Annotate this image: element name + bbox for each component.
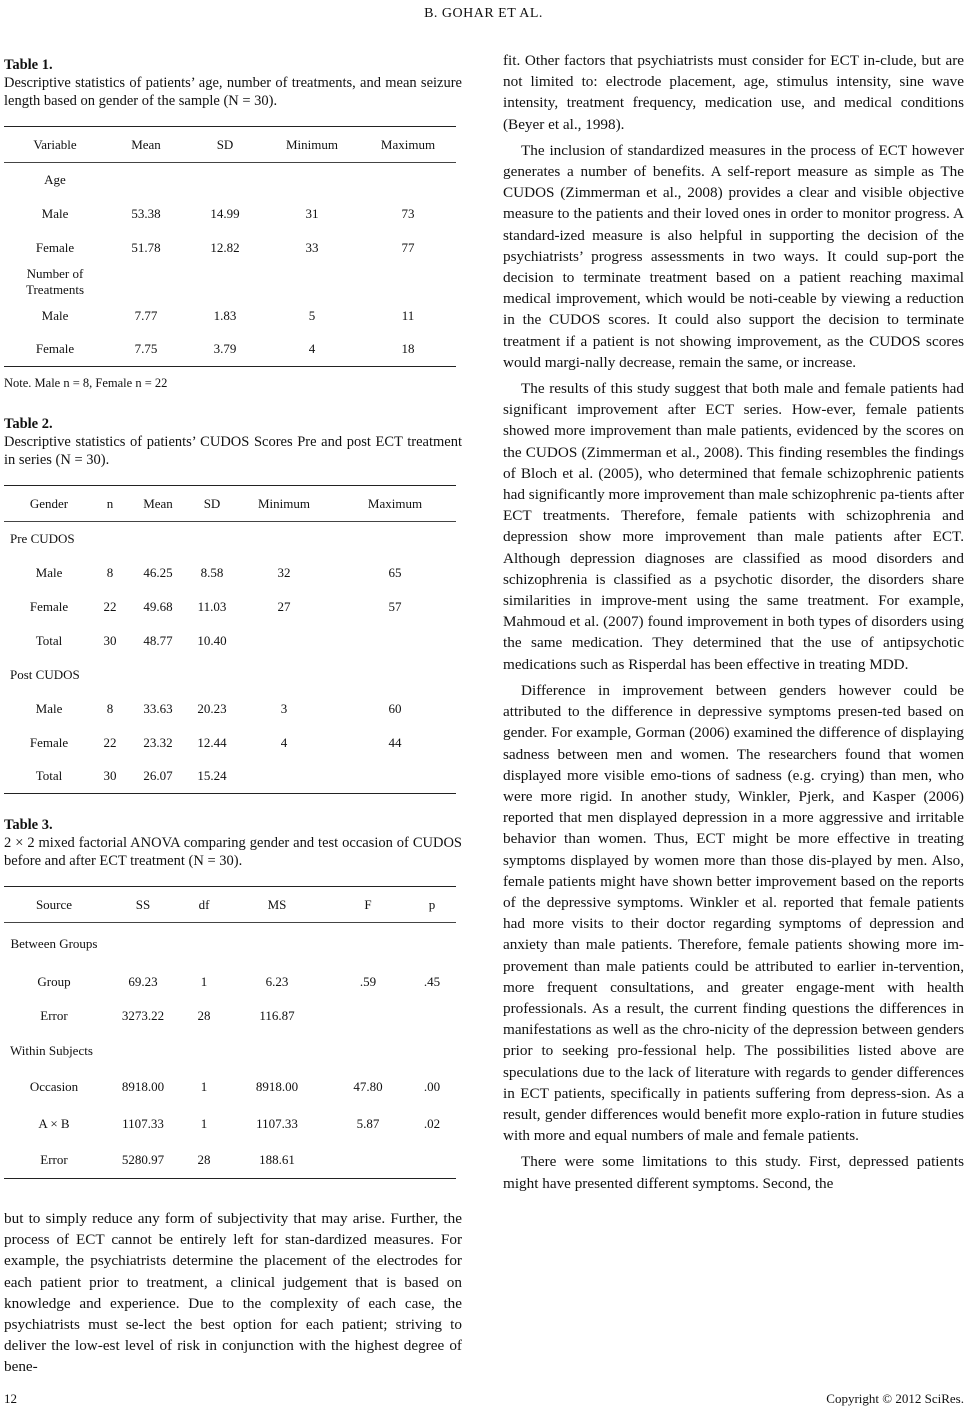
table-cell: 1 [200, 1079, 208, 1095]
table-cell [408, 1033, 456, 1070]
table-cell: 7.75 [106, 333, 186, 367]
table-cell: Group [37, 973, 71, 989]
table-row [4, 197, 456, 231]
running-head: B. GOHAR ET AL. [424, 6, 543, 21]
table-cell [94, 658, 126, 692]
column-header: Maximum [334, 486, 456, 522]
table-cell [334, 624, 456, 658]
table-cell: 73 [401, 205, 415, 221]
column-header: Minimum [234, 486, 334, 522]
table-cell [126, 522, 190, 556]
table-cell [190, 658, 234, 692]
table-cell: 15.24 [190, 760, 234, 794]
table-cell: .59 [359, 973, 377, 989]
table-cell: 26.07 [126, 760, 190, 794]
table-cell: 69.23 [128, 973, 158, 989]
table-cell: 5.87 [356, 1115, 380, 1131]
table-cell [226, 923, 328, 965]
section-label: Number of Treatments [25, 265, 85, 297]
table-row [4, 333, 456, 367]
body-paragraph: fit. Other factors that psychiatrists must consider for ECT in-clude, but are not limited to: electrode placement, age, stimulus intensity, sine wave intensity, treatment frequency, medication use, and medical conditions (Beyer et al., 1998). [503, 52, 964, 133]
table-row [4, 1069, 456, 1106]
table-1-note: Note. Male n = 8, Female n = 22 [4, 376, 168, 390]
table-cell [360, 265, 456, 299]
table-cell [234, 658, 334, 692]
table-3 [4, 816, 462, 1179]
table-cell: 8 [106, 700, 114, 716]
table-cell: 51.78 [131, 239, 161, 255]
table-cell: 28 [182, 1142, 226, 1179]
table-cell: 53.38 [131, 205, 161, 221]
table-1-body [4, 163, 456, 367]
section-label: Age [44, 171, 66, 187]
copyright-notice: Copyright © 2012 SciRes. [826, 1391, 964, 1406]
table-cell: 20.23 [197, 700, 227, 716]
table-cell: 65 [388, 564, 402, 580]
table-cell [234, 760, 334, 794]
table-row [4, 299, 456, 333]
section-label: Between Groups [10, 935, 98, 951]
table-cell: 6.23 [265, 973, 289, 989]
table-cell: Female [29, 734, 69, 750]
table-cell: 4 [264, 333, 360, 367]
table-cell [408, 923, 456, 965]
column-header: Variable [4, 127, 106, 163]
table-1-caption: Descriptive statistics of patients’ age, number of treatments, and mean seizure length based on gender of the sample (N = 30). [4, 75, 462, 109]
table-cell [186, 163, 264, 197]
table-row [4, 522, 456, 556]
body-paragraph: The inclusion of standardized measures in the process of ECT however generates a number of benefits. A self-report measure as simple as The CUDOS (Zimmerman et al., 2008) provides a clear and visible objective measure to the patients and their loved ones in order to monitor progress. A standard-ized measure is also helpful in supporting the decision of the psychiatrists’ progress assessments in two ways. It could sup-port the decision to terminate treatment based on a patient reaching maximal medical improvement, which would be noti-ceable by viewing a reduction in the CUDOS scores. It could also support the decision to terminate treatment if a patient is not showing improvement, as the CUDOS scores would margi-nally decrease, remain the same, or increase. [503, 141, 964, 371]
table-cell: 12.44 [197, 734, 227, 750]
table-cell: Occasion [29, 1079, 79, 1095]
table-1-grid [4, 126, 456, 367]
table-row [4, 923, 456, 965]
table-1-header-row [4, 127, 456, 163]
table-cell: 3 [280, 700, 288, 716]
table-cell: 77 [401, 239, 415, 255]
column-header: Maximum [360, 127, 456, 163]
column-header: Gender [4, 486, 94, 522]
table-cell: 14.99 [210, 205, 240, 221]
table-cell: 8918.00 [121, 1079, 165, 1095]
table-row [4, 163, 456, 197]
table-cell: 188.61 [226, 1142, 328, 1179]
table-2-caption: Descriptive statistics of patients’ CUDOS Scores Pre and post ECT treatment in series (N = 30). [4, 434, 462, 468]
table-row [4, 265, 456, 299]
table-cell: 28 [197, 1007, 211, 1023]
column-header: F [328, 887, 408, 923]
table-cell: 12.82 [210, 239, 240, 255]
table-cell: 11.03 [197, 598, 227, 614]
table-cell: Male [41, 307, 69, 323]
table-cell: 4 [280, 734, 288, 750]
table-row [4, 1106, 456, 1143]
table-cell [328, 1142, 408, 1179]
column-header: MS [226, 887, 328, 923]
table-cell: 33 [305, 239, 319, 255]
table-row [4, 658, 456, 692]
table-cell [408, 1142, 456, 1179]
table-2-grid [4, 485, 456, 794]
table-cell [408, 999, 456, 1033]
table-cell: 30 [103, 632, 117, 648]
table-cell [226, 1033, 328, 1070]
table-cell [182, 1033, 226, 1070]
table-cell [104, 923, 182, 965]
column-header: Mean [126, 486, 190, 522]
table-cell: 60 [388, 700, 402, 716]
table-cell [360, 163, 456, 197]
table-row [4, 1142, 456, 1179]
table-1-title: Table 1. [4, 57, 53, 73]
table-cell: 18 [360, 333, 456, 367]
table-cell [186, 265, 264, 299]
table-cell: .02 [423, 1115, 441, 1131]
table-cell: 1 [200, 1115, 208, 1131]
table-row [4, 556, 456, 590]
table-cell: 48.77 [143, 632, 173, 648]
table-row [4, 590, 456, 624]
left-paragraph: but to simply reduce any form of subjectivity that may arise. Further, the process of ECT cannot be entirely left for stan-dardized measures. For example, the psychiatrists determine the placement of the electrodes for each patient prior to treatment, a clinical judgement that is based on knowledge and experience. Due to the complexity of each case, the psychiatrists must se-lect the best option for each patient; striving to deliver the low-est level of risk in conjunction with the highest degree of bene- [4, 1210, 462, 1376]
section-label: Pre CUDOS [10, 530, 75, 546]
table-cell: 27 [277, 598, 291, 614]
table-cell [264, 163, 360, 197]
table-2-header-row [4, 486, 456, 522]
body-paragraph: There were some limitations to this study. First, depressed patients might have presented different symptoms. Second, the [503, 1153, 964, 1192]
table-row [4, 231, 456, 265]
table-cell: 3.79 [186, 333, 264, 367]
table-cell: 7.77 [134, 307, 158, 323]
table-cell [106, 265, 186, 299]
table-cell [264, 265, 360, 299]
table-cell [182, 923, 226, 965]
table-3-title: Table 3. [4, 817, 53, 833]
table-cell: 57 [388, 598, 402, 614]
table-cell [94, 522, 126, 556]
table-cell: .00 [423, 1079, 441, 1095]
table-cell: 30 [94, 760, 126, 794]
table-2-body [4, 522, 456, 794]
table-cell: 31 [305, 205, 319, 221]
column-header: SS [104, 887, 182, 923]
table-cell: 8 [106, 564, 114, 580]
table-cell [334, 760, 456, 794]
table-2 [4, 415, 462, 794]
table-cell: Female [4, 333, 106, 367]
column-header: n [94, 486, 126, 522]
column-header: df [182, 887, 226, 923]
table-row [4, 965, 456, 999]
table-cell: Female [29, 598, 69, 614]
section-label: Post CUDOS [10, 666, 80, 682]
table-cell [234, 624, 334, 658]
table-3-header-row [4, 887, 456, 923]
table-cell: 1 [200, 973, 208, 989]
table-cell [334, 522, 456, 556]
right-column [503, 50, 964, 1199]
table-cell: 11 [401, 307, 415, 323]
table-cell: 116.87 [259, 1007, 295, 1023]
body-paragraph: Difference in improvement between genders however could be attributed to the difference in depressive symptoms presen-ted based on gender. For example, Gorman (2006) examined the difference of displaying sadness between men and women. The researchers found that women displayed more visible emo-tions of sadness (e.g. crying) than men, who were more rigid. In another study, Winkler, Pjerk, and Kasper (2006) reported that men displayed depression in a more aggressive and irritable behavior than women. Thus, ECT might be more effective in treating symptoms displayed by women more than those dis-played by men. Also, female patients might have shown better improvement based on the reports of the depressive symptoms. Winkler et al. reported that female patients had more visits to their doctor regarding symptoms of depression and anxiety than male patients. Therefore, female patients showing more im-provement than male patients could be attributed to earlier in-tervention, more frequent consultations, and greater engage-ment with health professionals. As a result, the current finding questions the differences in manifestations as well as the chro-nicity of the depression between genders prior to seeking pro-fessional help. The possibilities listed above are speculations due to the lack of literature with regards to gender differences in ECT patients, specifically in patients suffering from depress-sion. As a result, gender differences would benefit more explo-ration in future studies with more and equal numbers of male and female patients. [503, 681, 964, 1145]
section-label: Within Subjects [10, 1042, 93, 1058]
table-cell: 23.32 [143, 734, 173, 750]
table-cell [328, 1033, 408, 1070]
table-row [4, 1033, 456, 1070]
table-cell: Error [40, 1007, 68, 1023]
table-cell: 8918.00 [255, 1079, 299, 1095]
table-3-grid [4, 886, 456, 1179]
table-cell: 8.58 [200, 564, 224, 580]
table-cell: Error [4, 1142, 104, 1179]
column-header: Minimum [264, 127, 360, 163]
table-cell: 32 [277, 564, 291, 580]
table-1 [4, 56, 462, 391]
table-row [4, 726, 456, 760]
body-paragraph: The results of this study suggest that both male and female patients had significant improvement after ECT series. How-ever, female patients showed more improvement than male patients, evidenced by the scores on the CUDOS (Zimmerman et al., 2008). This finding resembles the findings of Bloch et al. (2005), who determined that female schizophrenic patients had significantly more improvement than male schizophrenic pa-tients after ECT treatments. Therefore, female patients with schizophrenia and depression show more improvement than male patients after ECT. Although depression diagnoses are classified as mood disorders and schizophrenia is classified as a psychotic disorder, the disorders share similarities in improve-ment using the same treatment. For example, Mahmoud et al. (2007) found improvement in both types of disorders using the same medication. They determined that the use of antipsychotic medications such as Risperdal has been effective in treating MDD. [503, 380, 964, 673]
table-row [4, 760, 456, 794]
table-cell: Male [41, 205, 69, 221]
page-number: 12 [4, 1391, 17, 1406]
table-cell: 1107.33 [122, 1115, 164, 1131]
column-header: Source [4, 887, 104, 923]
table-cell [234, 522, 334, 556]
table-cell [334, 658, 456, 692]
table-cell: 49.68 [143, 598, 173, 614]
table-cell: .45 [423, 973, 441, 989]
table-cell: Male [35, 564, 63, 580]
table-3-caption: 2 × 2 mixed factorial ANOVA comparing gender and test occasion of CUDOS before and after ECT treatment (N = 30). [4, 835, 462, 869]
table-cell: Total [35, 632, 63, 648]
table-cell: 22 [103, 734, 117, 750]
table-row [4, 624, 456, 658]
table-cell: 1107.33 [256, 1115, 298, 1131]
column-header: Mean [106, 127, 186, 163]
table-row [4, 999, 456, 1033]
table-cell: 5 [308, 307, 316, 323]
table-cell: 1.83 [213, 307, 237, 323]
table-cell: A × B [38, 1115, 70, 1131]
table-cell: Female [35, 239, 75, 255]
table-cell: 10.40 [197, 632, 227, 648]
left-column [4, 56, 462, 1179]
table-cell [106, 163, 186, 197]
table-row [4, 692, 456, 726]
table-cell [126, 658, 190, 692]
table-2-title: Table 2. [4, 416, 53, 432]
table-cell: 5280.97 [104, 1142, 182, 1179]
column-header: SD [186, 127, 264, 163]
column-header: SD [190, 486, 234, 522]
table-cell [328, 923, 408, 965]
table-cell [104, 1033, 182, 1070]
table-cell [328, 999, 408, 1033]
table-3-body [4, 923, 456, 1179]
table-cell: 3273.22 [121, 1007, 165, 1023]
table-cell: 46.25 [143, 564, 173, 580]
left-body-text [4, 1208, 462, 1383]
table-cell [190, 522, 234, 556]
table-cell: 33.63 [143, 700, 173, 716]
table-cell: Male [35, 700, 63, 716]
table-cell: 22 [103, 598, 117, 614]
table-cell: 44 [388, 734, 402, 750]
table-cell: Total [4, 760, 94, 794]
table-cell: 47.80 [353, 1079, 383, 1095]
column-header: p [408, 887, 456, 923]
